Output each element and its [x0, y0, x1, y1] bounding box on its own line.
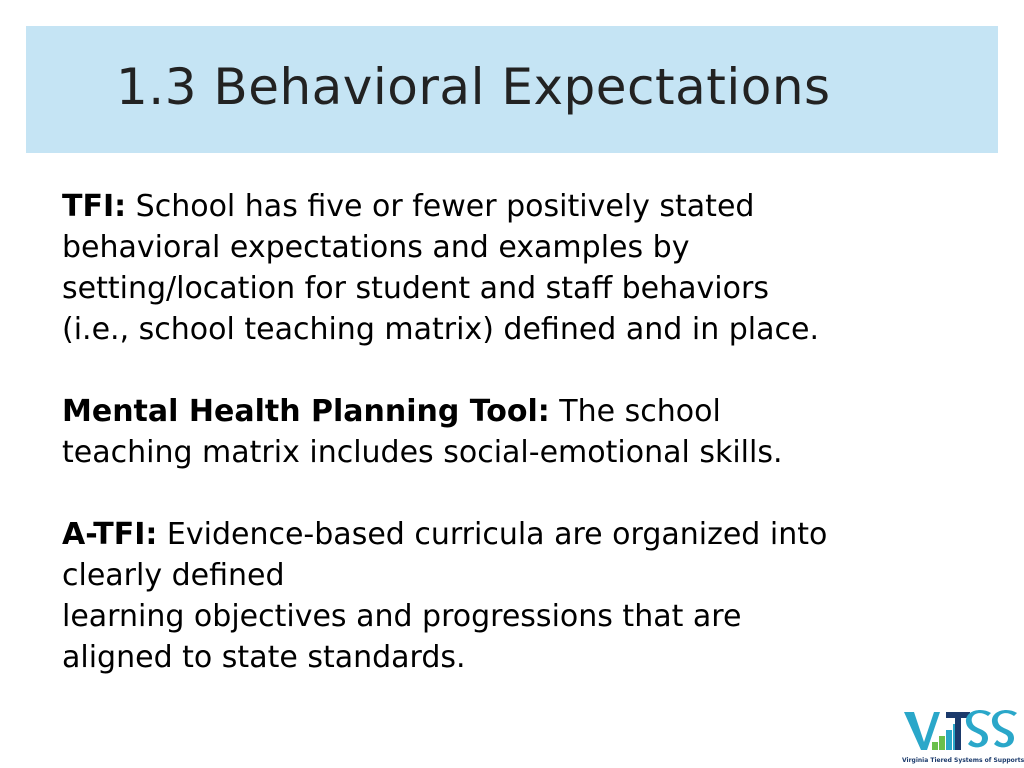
paragraph-text: The school	[549, 394, 721, 429]
paragraph-lead: TFI:	[62, 189, 127, 224]
vtss-logo	[902, 706, 1024, 768]
paragraph-tfi	[62, 186, 962, 350]
paragraph-lead: A-TFI:	[62, 517, 158, 552]
slide-title: 1.3 Behavioral Expectations	[116, 58, 831, 116]
paragraph-mental-health-planning-tool	[62, 391, 962, 473]
paragraph-line: aligned to state standards.	[62, 640, 466, 675]
paragraph-line: teaching matrix includes social-emotional skills.	[62, 435, 783, 470]
slide-body	[62, 186, 962, 719]
paragraph-line: (i.e., school teaching matrix) defined and in place.	[62, 312, 819, 347]
paragraph-line: setting/location for student and staff behaviors	[62, 271, 769, 306]
paragraph-line	[62, 514, 962, 555]
paragraph-text: School has five or fewer positively stated	[126, 189, 755, 224]
paragraph-line: behavioral expectations and examples by	[62, 230, 690, 265]
paragraph-line	[62, 391, 962, 432]
vtss-logo-icon	[902, 706, 1024, 768]
paragraph-line	[62, 186, 962, 227]
paragraph-text: Evidence-based curricula are organized into	[157, 517, 828, 552]
title-bar	[26, 26, 998, 153]
logo-caption: Virginia Tiered Systems of Supports	[902, 757, 1024, 764]
paragraph-line: clearly defined	[62, 558, 285, 593]
paragraph-a-tfi	[62, 514, 962, 678]
paragraph-line: learning objectives and progressions that are	[62, 599, 742, 634]
paragraph-lead: Mental Health Planning Tool:	[62, 394, 550, 429]
